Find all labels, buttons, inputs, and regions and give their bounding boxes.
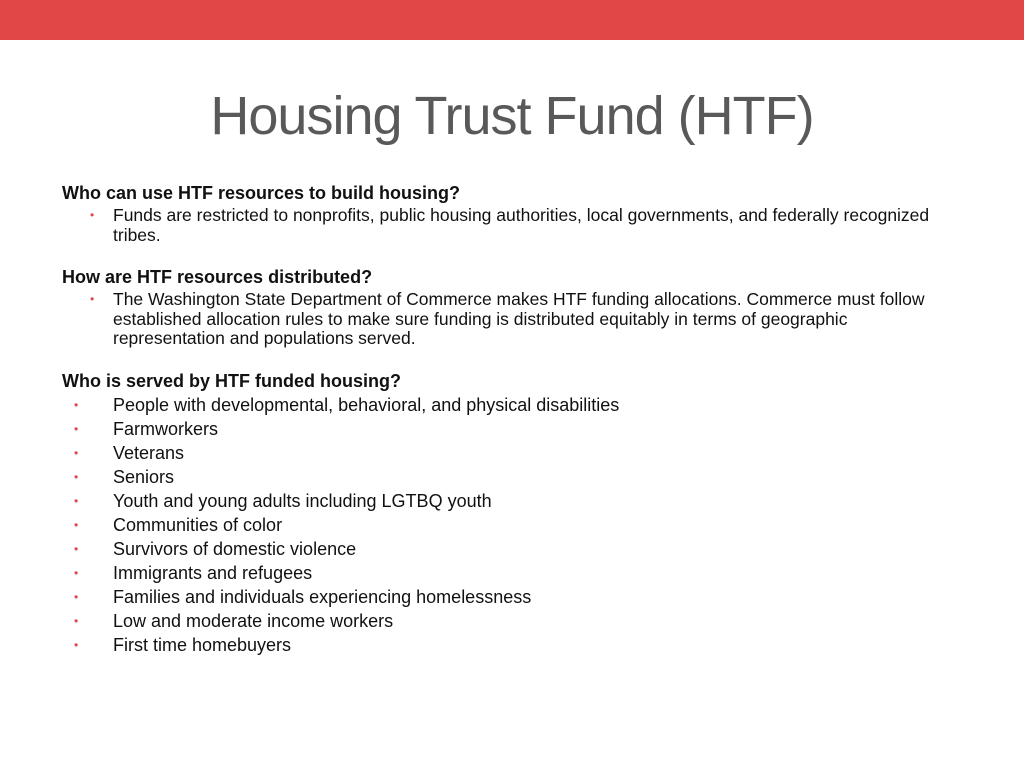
bullet-icon: • — [74, 445, 79, 460]
bullet-icon: • — [90, 208, 95, 222]
list-item: • Seniors — [74, 466, 175, 487]
bullet-icon: • — [74, 493, 79, 508]
section-2-list — [62, 290, 962, 349]
list-item: • Veterans — [74, 442, 185, 463]
bullet-icon: • — [74, 397, 79, 412]
list-item: • Farmworkers — [74, 418, 219, 439]
bullet-icon: • — [74, 421, 79, 436]
list-item: • Survivors of domestic violence — [74, 538, 357, 559]
list-item: • Low and moderate income workers — [74, 610, 394, 631]
section-3-list — [62, 393, 962, 657]
bullet-icon: • — [74, 613, 79, 628]
bullet-icon: • — [74, 565, 79, 580]
bullet-icon: • — [74, 589, 79, 604]
section-1-list — [62, 206, 962, 245]
bullet-icon: • — [74, 637, 79, 652]
section-3-question: Who is served by HTF funded housing? — [62, 370, 402, 391]
list-item: • Families and individuals experiencing homelessness — [74, 586, 532, 607]
top-accent-bar — [0, 0, 1024, 40]
section-2-question: How are HTF resources distributed? — [62, 267, 373, 287]
bullet-icon: • — [90, 292, 95, 306]
list-item: • People with developmental, behavioral, and physical disabilities — [74, 394, 620, 415]
bullet-icon: • — [74, 541, 79, 556]
list-item: • Funds are restricted to nonprofits, public housing authorities, local governments, and federally recognized tribes. — [90, 205, 930, 245]
list-item: • Youth and young adults including LGTBQ youth — [74, 490, 492, 511]
list-item: • Communities of color — [74, 514, 283, 535]
list-item: • Immigrants and refugees — [74, 562, 313, 583]
slide-content — [62, 181, 962, 657]
bullet-icon: • — [74, 469, 79, 484]
list-item: • First time homebuyers — [74, 634, 292, 655]
bullet-icon: • — [74, 517, 79, 532]
section-1-question: Who can use HTF resources to build housing? — [62, 183, 461, 203]
slide-title: Housing Trust Fund (HTF) — [210, 86, 814, 146]
list-item: • The Washington State Department of Commerce makes HTF funding allocations. Commerce must follow established allocation rules to make sure funding is distributed equitably in terms of geographic representation and populations served. — [90, 289, 925, 348]
